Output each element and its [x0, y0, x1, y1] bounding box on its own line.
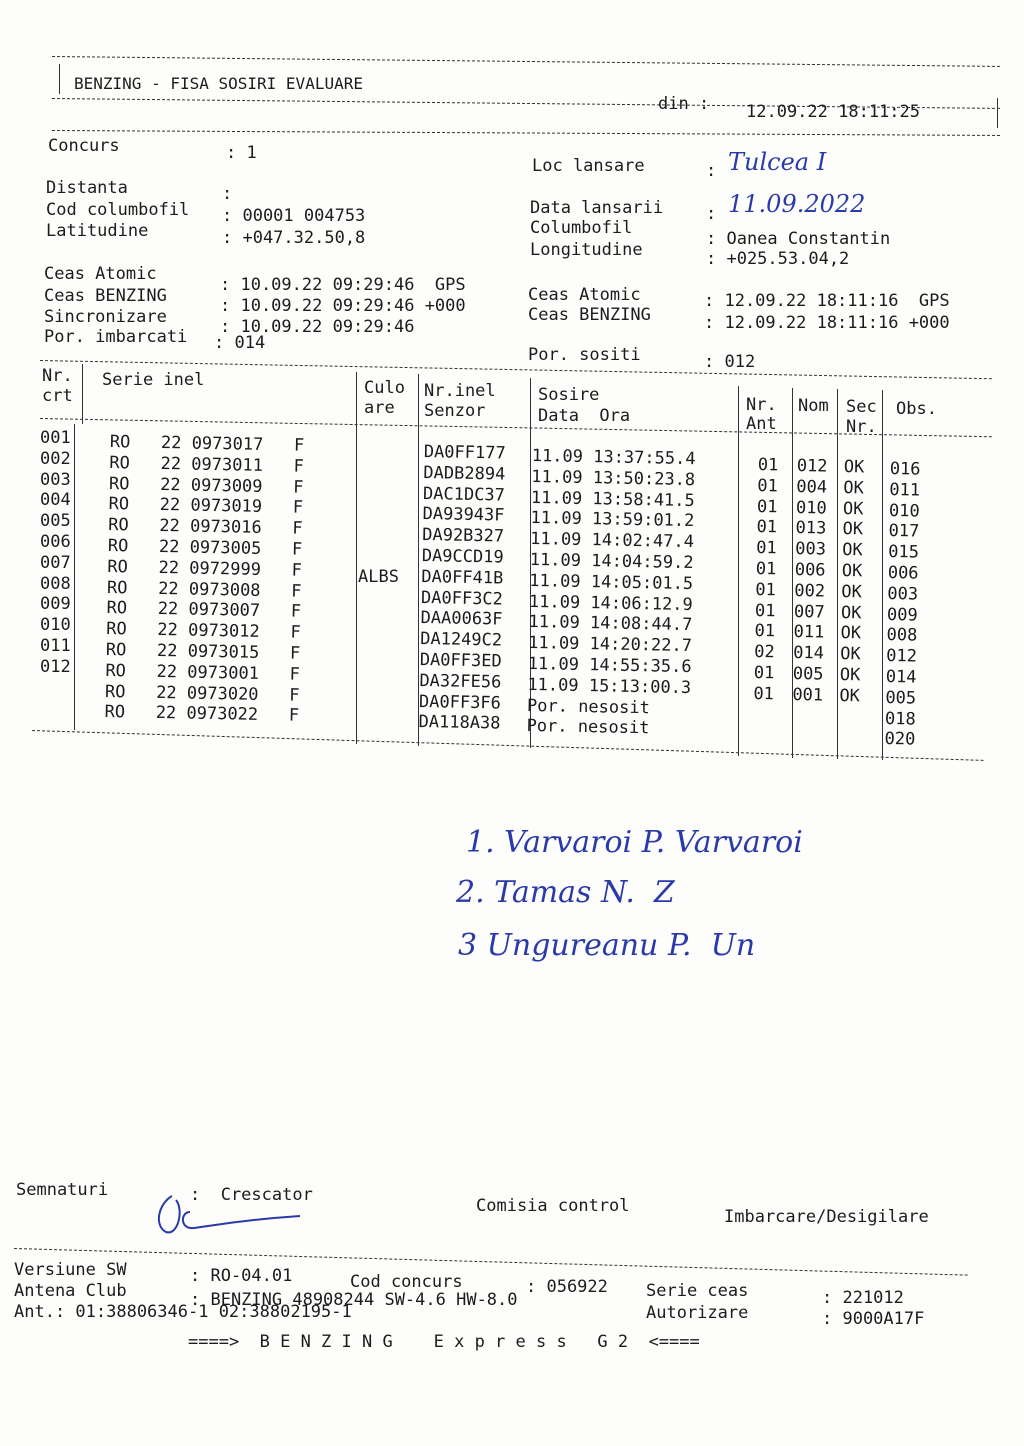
serie-ceas-value: : 221012 — [822, 1288, 904, 1308]
table-cell: 11.09 14:06:12.9 — [528, 591, 693, 615]
table-cell: 006 — [40, 531, 71, 552]
header-ant: Ant — [746, 414, 777, 434]
longitudine-value: : +025.53.04,2 — [706, 249, 850, 269]
por-imbarcati-label: Por. imbarcati — [44, 327, 188, 347]
header-bottom-rule — [52, 130, 1000, 136]
crescator-signature — [150, 1190, 320, 1240]
table-cell: RO 22 0973012 F — [106, 619, 301, 643]
header-sec: Sec — [846, 397, 877, 417]
table-cell: RO 22 0973019 F — [108, 494, 304, 519]
header-data-ora: Data Ora — [538, 406, 631, 426]
table-cell: 010 — [40, 615, 71, 636]
table-cell: 004 — [796, 476, 828, 498]
distanta-label: Distanta — [46, 178, 128, 198]
table-cell: RO 22 0972999 F — [107, 556, 303, 581]
table-cell: RO 22 0973017 F — [109, 432, 305, 456]
col-sec — [839, 457, 864, 707]
table-cell: 11.09 14:05:01.5 — [529, 570, 694, 594]
col-sosire — [526, 446, 695, 740]
din-datetime: 12.09.22 18:11:25 — [746, 102, 920, 122]
col-sep-sec — [882, 390, 883, 760]
table-cell: 11.09 13:50:23.8 — [531, 466, 696, 490]
table-cell: DA0FF3ED — [419, 649, 502, 672]
imbarcare-label: Imbarcare/Desigilare — [724, 1207, 929, 1227]
document-title: BENZING - FISA SOSIRI EVALUARE — [74, 74, 363, 93]
table-cell: 01 — [754, 600, 776, 621]
loc-lansare-label: Loc lansare — [532, 156, 645, 176]
table-cell: DA1249C2 — [420, 629, 503, 651]
table-cell: 01 — [753, 683, 775, 705]
antenna-ids: Ant.: 01:38806346-1 02:38802195-1 — [14, 1302, 352, 1322]
table-cell: 003 — [795, 539, 827, 560]
table-cell: 02 — [754, 642, 775, 663]
table-cell: 003 — [887, 583, 919, 605]
table-cell: RO 22 0973005 F — [107, 535, 303, 560]
header-sosire: Sosire — [538, 385, 600, 405]
autorizare-label: Autorizare — [646, 1303, 749, 1323]
comisia-control-label: Comisia control — [476, 1196, 630, 1216]
table-cell: 11.09 13:59:01.2 — [530, 508, 695, 532]
table-cell: OK — [840, 644, 861, 665]
concurs-label: Concurs — [48, 136, 120, 156]
table-cell: 008 — [40, 573, 71, 594]
table-cell: 012 — [886, 646, 918, 667]
handwritten-note-1: 1. Varvaroi P. Varvaroi — [466, 825, 803, 860]
ceas-benzing-end-value: : 12.09.22 18:11:16 +000 — [704, 313, 950, 333]
table-cell: 11.09 14:08:44.7 — [528, 612, 693, 636]
table-cell: OK — [843, 457, 865, 478]
culoare-value: ALBS — [358, 567, 399, 587]
table-cell: RO 22 0973016 F — [108, 515, 303, 539]
col-sep-crt-body — [74, 424, 75, 730]
col-sep-serie — [356, 372, 357, 744]
table-cell: Por. nesosit — [526, 716, 650, 739]
table-cell: RO 22 0973001 F — [105, 660, 301, 685]
ceas-atomic-start-label: Ceas Atomic — [44, 264, 157, 284]
table-cell: RO 22 0973011 F — [109, 452, 305, 477]
header-nr: Nr. — [42, 366, 73, 386]
table-cell: 001 — [40, 428, 71, 448]
table-cell: 11.09 14:55:35.6 — [527, 653, 692, 678]
data-lansarii-label: Data lansarii — [530, 198, 664, 218]
table-cell: 01 — [757, 455, 779, 476]
header-left-border — [59, 64, 60, 94]
table-cell: 014 — [793, 643, 825, 664]
table-cell: 002 — [794, 580, 826, 602]
table-cell: 11.09 13:37:55.4 — [531, 446, 696, 470]
table-cell: RO 22 0973009 F — [108, 473, 304, 498]
table-cell: 017 — [888, 521, 920, 542]
table-cell: OK — [842, 519, 864, 540]
table-cell: DA9CCD19 — [421, 545, 504, 568]
longitudine-label: Longitudine — [530, 240, 643, 260]
table-cell: 018 — [884, 708, 916, 730]
table-cell: DA32FE56 — [419, 670, 502, 693]
table-cell: 016 — [889, 459, 921, 480]
table-cell: 11.09 14:04:59.2 — [529, 549, 694, 574]
din-label: din : — [658, 94, 710, 114]
table-cell: 007 — [793, 601, 825, 623]
distanta-value: : — [222, 184, 233, 204]
table-cell: DA0FF41B — [421, 566, 504, 589]
sincronizare-label: Sincronizare — [44, 307, 167, 327]
autorizare-value: : 9000A17F — [822, 1309, 925, 1329]
brand-line: ====> B E N Z I N G E x p r e s s G 2 <==== — [188, 1332, 700, 1352]
table-cell: 010 — [888, 500, 920, 522]
table-cell: DA118A38 — [418, 712, 501, 734]
table-cell: 008 — [886, 625, 918, 646]
table-cell: 01 — [757, 475, 779, 497]
table-cell: 014 — [885, 666, 917, 688]
col-sep-sosire — [738, 386, 739, 756]
table-cell: OK — [841, 560, 863, 582]
table-cell: Por. nesosit — [526, 695, 651, 718]
table-cell: 003 — [40, 469, 71, 490]
cod-columbofil-value: : 00001 004753 — [222, 206, 366, 226]
por-sositi-value: : 012 — [704, 352, 756, 372]
por-imbarcati-value: : 014 — [214, 333, 266, 353]
table-cell: 013 — [795, 518, 827, 539]
header-serie-inel: Serie inel — [102, 370, 205, 390]
table-cell: 01 — [755, 579, 777, 601]
table-cell: 001 — [792, 684, 824, 706]
header-nom: Nom — [798, 396, 829, 416]
table-cell: 005 — [40, 511, 71, 532]
semnaturi-label: Semnaturi — [16, 1180, 109, 1200]
header-top-rule — [52, 56, 1000, 67]
versiune-value: : RO-04.01 — [190, 1266, 293, 1286]
table-cell: 012 — [40, 656, 71, 677]
cod-columbofil-label: Cod columbofil — [46, 200, 190, 220]
ceas-benzing-end-label: Ceas BENZING — [528, 305, 651, 325]
col-nr-crt — [40, 428, 71, 678]
columbofil-value: : Oanea Constantin — [706, 229, 891, 249]
table-cell: OK — [839, 685, 861, 707]
handwritten-note-3: 3 Ungureanu P. Un — [458, 928, 756, 963]
latitudine-label: Latitudine — [46, 221, 149, 241]
table-cell: OK — [840, 602, 862, 623]
table-cell: 01 — [754, 621, 776, 642]
table-cell: RO 22 0973022 F — [104, 702, 300, 727]
por-sositi-label: Por. sositi — [528, 345, 641, 365]
header-senzor: Senzor — [424, 401, 486, 421]
header-obs: Obs. — [896, 399, 937, 419]
header-culo: Culo — [364, 378, 405, 398]
table-cell: 006 — [887, 562, 919, 584]
table-cell: 11.09 14:02:47.4 — [530, 529, 695, 553]
header-are: are — [364, 398, 395, 418]
table-cell: DA0FF3F6 — [418, 691, 502, 714]
table-cell: 011 — [40, 635, 71, 656]
table-cell: 012 — [796, 456, 828, 477]
table-cell: DAC1DC37 — [422, 483, 506, 506]
table-cell: OK — [842, 498, 864, 519]
table-cell: 020 — [884, 729, 916, 750]
cod-concurs-value: : 056922 — [526, 1277, 608, 1297]
table-cell: 01 — [756, 538, 777, 559]
col-obs — [884, 459, 920, 751]
table-cell: OK — [839, 664, 861, 686]
handwritten-note-2: 2. Tamas N. Z — [456, 875, 675, 910]
col-senzor — [418, 442, 505, 735]
serie-ceas-label: Serie ceas — [646, 1281, 749, 1301]
table-cell: RO 22 0973007 F — [106, 598, 302, 623]
header-nr-inel: Nr.inel — [424, 381, 496, 401]
table-cell: 006 — [794, 559, 826, 581]
cod-concurs-label: Cod concurs — [350, 1272, 463, 1292]
table-cell: 004 — [40, 490, 71, 511]
table-cell: RO 22 0973020 F — [104, 681, 300, 706]
loc-lansare-colon: : — [706, 161, 717, 181]
table-cell: 01 — [756, 517, 778, 538]
table-cell: OK — [842, 540, 863, 561]
col-sep-crt — [82, 364, 83, 424]
table-cell: RO 22 0973015 F — [105, 639, 301, 664]
table-cell: RO 22 0973008 F — [106, 577, 302, 602]
table-cell: 01 — [756, 496, 778, 517]
table-cell: 005 — [885, 687, 917, 709]
table-cell: 011 — [793, 622, 825, 643]
antena-value: : BENZING 48908244 SW-4.6 HW-8.0 — [190, 1290, 518, 1310]
table-cell: 007 — [40, 552, 71, 573]
crescator-label: : Crescator — [190, 1185, 313, 1205]
table-cell: OK — [841, 581, 863, 603]
antena-label: Antena Club — [14, 1281, 127, 1301]
data-lansarii-handwritten: 11.09.2022 — [728, 190, 866, 218]
table-cell: DA92B327 — [422, 525, 505, 547]
versiune-label: Versiune SW — [14, 1260, 127, 1280]
concurs-value: : 1 — [226, 143, 257, 163]
table-cell: DA93943F — [422, 504, 505, 526]
table-cell: 11.09 15:13:00.3 — [527, 674, 692, 698]
ceas-benzing-start-value: : 10.09.22 09:29:46 +000 — [220, 296, 466, 316]
table-cell: 005 — [792, 663, 824, 685]
loc-lansare-handwritten: Tulcea I — [728, 148, 827, 176]
table-cell: DA0FF177 — [423, 442, 506, 464]
table-cell: OK — [843, 477, 865, 499]
table-cell: 009 — [40, 594, 71, 615]
ceas-atomic-start-value: : 10.09.22 09:29:46 GPS — [220, 275, 466, 295]
col-serie-inel — [104, 432, 304, 727]
table-cell: 01 — [753, 662, 775, 684]
columbofil-label: Columbofil — [530, 218, 633, 238]
table-cell: 11.09 14:20:22.7 — [528, 633, 693, 657]
table-cell: OK — [840, 623, 862, 644]
ceas-atomic-end-label: Ceas Atomic — [528, 285, 641, 305]
ceas-atomic-end-value: : 12.09.22 18:11:16 GPS — [704, 291, 950, 311]
table-cell: DADB2894 — [423, 462, 506, 485]
table-bottom-rule — [32, 730, 984, 761]
sincronizare-value: : 10.09.22 09:29:46 — [220, 317, 415, 337]
table-cell: 010 — [795, 497, 827, 519]
header-crt: crt — [42, 386, 73, 406]
col-nom — [792, 456, 828, 706]
table-cell: 01 — [755, 558, 777, 580]
table-cell: 015 — [888, 542, 920, 563]
table-cell: DA0FF3C2 — [420, 587, 504, 610]
col-ant — [753, 455, 778, 705]
footer-top-rule — [14, 1248, 968, 1276]
table-cell: 011 — [889, 479, 921, 501]
data-lansarii-colon: : — [706, 204, 717, 224]
ceas-benzing-start-label: Ceas BENZING — [44, 286, 167, 306]
table-cell: DAA0063F — [420, 608, 503, 630]
table-cell: 009 — [886, 604, 918, 626]
table-cell: 002 — [40, 448, 71, 469]
header-nr-ant: Nr. — [746, 395, 777, 415]
col-sep-nom — [837, 389, 838, 759]
table-cell: 11.09 13:58:41.5 — [530, 487, 695, 511]
header-sec-nr: Nr. — [846, 417, 877, 437]
latitudine-value: : +047.32.50,8 — [222, 228, 366, 248]
header-right-border — [997, 98, 998, 128]
